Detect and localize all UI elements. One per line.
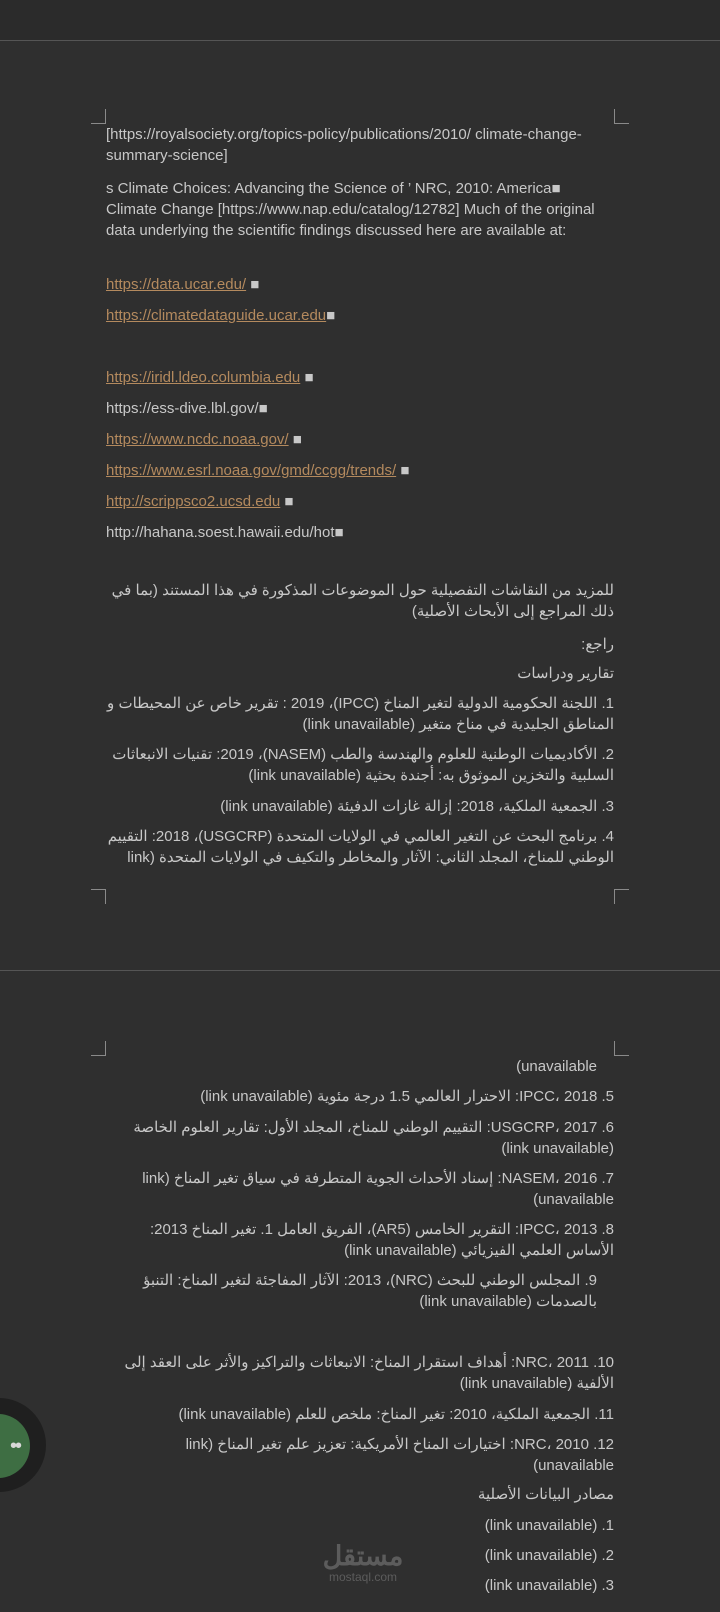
reference-item: 6. USGCRP، 2017: التقييم الوطني للمناخ، المجلد الأول: تقارير العلوم الخاصة (link unavailable) — [133, 1119, 614, 1157]
top-toolbar — [0, 0, 720, 41]
sources-heading: مصادر البيانات الأصلية — [477, 1486, 614, 1503]
link-text[interactable]: https://climatedataguide.ucar.edu — [106, 307, 327, 324]
link-suffix: ■ — [280, 493, 294, 510]
page-corner-mark — [91, 109, 106, 124]
data-link[interactable] — [106, 491, 606, 512]
floating-action-button[interactable]: •• — [0, 1414, 30, 1478]
reference-item: 8. IPCC، 2013: التقرير الخامس (AR5)، الفريق العامل 1. تغير المناخ 2013: الأساس العلمي الفيزيائي (link unavailable) — [149, 1221, 614, 1259]
reference-item: 1. اللجنة الحكومية الدولية لتغير المناخ (IPCC)، 2019 : تقرير خاص عن المحيطات و المناطق الجليدية في مناخ متغير (link unavailable) — [107, 695, 614, 733]
link-text[interactable]: https://www.esrl.noaa.gov/gmd/ccgg/trends/ — [106, 462, 397, 479]
reference-item: 3. الجمعية الملكية، 2018: إزالة غازات الدفيئة (link unavailable) — [220, 798, 614, 815]
link-text: https://ess-dive.lbl.gov/ — [106, 400, 259, 417]
link-suffix: ■ — [246, 276, 260, 293]
reference-nrc-2010: s Climate Choices: Advancing the Science of ’ NRC, 2010: America■ Climate Change [https://www.nap.edu/catalog/12782] Much of the original data underlying the scientific findings discussed here are available at: — [106, 180, 595, 239]
reference-item: 11. الجمعية الملكية، 2010: تغير المناخ: ملخص للعلم (link unavailable) — [178, 1406, 614, 1423]
watermark-latin: mostaql.com — [328, 1570, 398, 1584]
data-link[interactable] — [106, 460, 606, 481]
reference-item: 9. المجلس الوطني للبحث (NRC)، 2013: الآثار المفاجئة لتغير المناخ: التنبؤ بالصدمات (link unavailable) — [143, 1272, 597, 1310]
data-link[interactable] — [106, 305, 606, 326]
reference-item: 10. NRC، 2011: أهداف استقرار المناخ: الانبعاثات والتراكيز والأثر على العقد إلى الألفية (link unavailable) — [124, 1354, 614, 1392]
reference-item: 7. NASEM، 2016: إسناد الأحداث الجوية المتطرفة في سياق تغير المناخ (link unavailable) — [142, 1170, 614, 1208]
data-link[interactable] — [106, 367, 606, 388]
reference-item: 4. برنامج البحث عن التغير العالمي في الولايات المتحدة (USGCRP)، 2018: التقييم الوطني للمناخ، المجلد الثاني: الآثار والمخاطر والتكيف في الولايات المتحدة (link — [107, 828, 614, 866]
link-suffix: ■ — [326, 307, 336, 324]
link-suffix: ■ — [288, 431, 302, 448]
link-text[interactable]: https://iridl.ldeo.columbia.edu — [106, 369, 301, 386]
page-separator — [0, 970, 720, 971]
page-corner-mark — [614, 109, 629, 124]
page-corner-mark — [614, 1041, 629, 1056]
link-suffix: ■ — [334, 524, 344, 541]
source-item: 1. (link unavailable) — [484, 1517, 614, 1534]
data-link[interactable] — [106, 274, 606, 295]
link-suffix: ■ — [396, 462, 410, 479]
reference-item: 12. NRC، 2010: اختيارات المناخ الأمريكية: تعزيز علم تغير المناخ (link unavailable) — [185, 1436, 614, 1474]
reference-royal-society: [https://royalsociety.org/topics-policy/publications/2010/ climate-change-summary-science] — [106, 126, 582, 164]
page-corner-mark — [91, 1041, 106, 1056]
page-corner-mark — [614, 889, 629, 904]
reference-item: 2. الأكاديميات الوطنية للعلوم والهندسة والطب (NASEM)، 2019: تقنيات الانبعاثات السلبية والتخزين الموثوق به: أجندة بحثية (link unavailable) — [112, 746, 614, 784]
see-label: راجع: — [581, 636, 614, 653]
reports-heading: تقارير ودراسات — [517, 665, 614, 682]
data-link[interactable] — [106, 429, 606, 450]
page-corner-mark — [91, 889, 106, 904]
data-link-plain — [106, 398, 606, 419]
data-link-plain — [106, 522, 606, 543]
link-text[interactable]: https://data.ucar.edu/ — [106, 276, 247, 293]
source-item: 3. (link unavailable) — [484, 1577, 614, 1594]
link-suffix: ■ — [258, 400, 268, 417]
intro-paragraph: للمزيد من النقاشات التفصيلية حول الموضوعات المذكورة في هذا المستند (بما في ذلك المراجع إلى الأبحاث الأصلية) — [111, 582, 614, 620]
watermark — [318, 1542, 408, 1584]
link-text[interactable]: https://www.ncdc.noaa.gov/ — [106, 431, 289, 448]
reference-item-continuation: unavailable) — [516, 1058, 597, 1075]
source-item: 2. (link unavailable) — [484, 1547, 614, 1564]
reference-item: 5. IPCC، 2018: الاحترار العالمي 1.5 درجة مئوية (link unavailable) — [200, 1088, 614, 1105]
watermark-arabic: مستقل — [322, 1541, 404, 1571]
link-suffix: ■ — [300, 369, 314, 386]
link-text: http://hahana.soest.hawaii.edu/hot — [106, 524, 335, 541]
link-text[interactable]: http://scrippsco2.ucsd.edu — [106, 493, 281, 510]
